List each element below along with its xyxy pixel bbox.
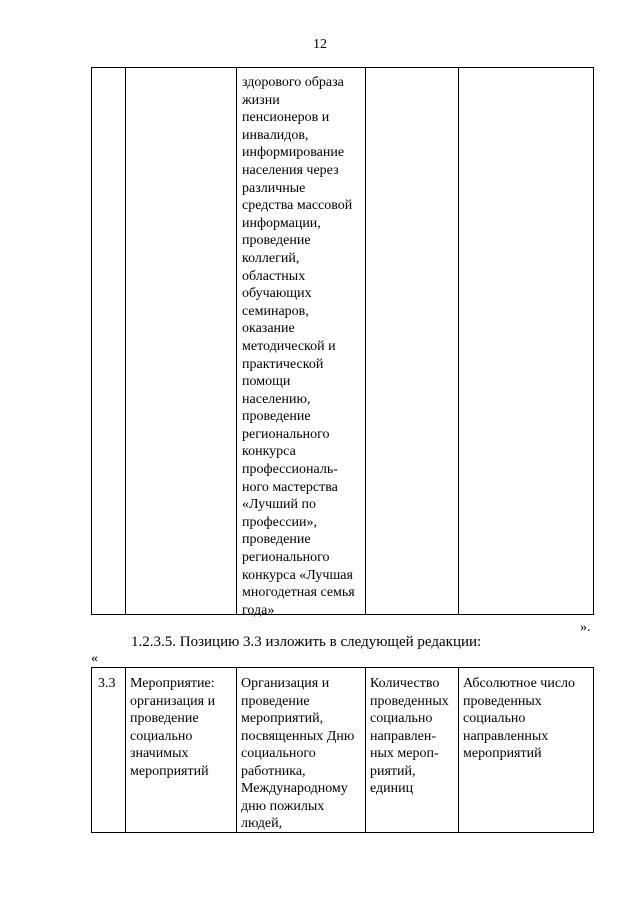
cell-text-line: профессии», — [242, 514, 318, 530]
cell-text-line: проведение — [242, 409, 311, 425]
cell-text-line: мероприятий — [463, 746, 542, 761]
cell-text-line: инвалидов, — [242, 127, 309, 143]
cell-text-line: семинаров, — [242, 303, 309, 319]
cell-text-line: конкурса — [242, 444, 296, 460]
cell-text-line: регионального — [242, 550, 330, 566]
cell-text-line: Международному — [241, 781, 348, 796]
cell-text-line: конкурса «Лучшая — [242, 567, 353, 583]
cell-text-line: мероприятий, — [241, 711, 324, 726]
cell-text-line: областных — [242, 268, 306, 284]
cell-text-line: работника, — [241, 763, 306, 779]
cell-text-line: проведение — [241, 693, 310, 709]
cell-text-line: обучающих — [242, 286, 312, 302]
cell-text-line: ных мероп- — [370, 746, 439, 761]
cell-text-line: проведение — [242, 233, 311, 249]
cell-text-line: людей, — [241, 816, 283, 831]
instruction-paragraph: 1.2.3.5. Позицию 3.3 изложить в следующей редакции: — [131, 634, 482, 650]
position-3-3-table — [91, 667, 594, 833]
cell-text-line: населения через — [242, 162, 339, 178]
cell-text-line: социально — [370, 711, 433, 726]
table-divider — [236, 68, 237, 614]
cell-text-line: профессиональ- — [242, 462, 338, 478]
table-divider — [236, 668, 237, 832]
cell-text-line: года» — [242, 602, 275, 618]
cell-text-line: мероприятий — [130, 763, 209, 779]
cell-text-line: многодетная семья — [242, 585, 355, 601]
cell-text-line: регионального — [242, 426, 330, 442]
cell-text-line: информирование — [242, 145, 345, 161]
cell-text-line: организация и — [130, 693, 216, 709]
cell-text-line: информации, — [242, 215, 321, 231]
cell-text-line: различные — [242, 180, 306, 196]
cell-text-line: оказание — [242, 321, 295, 337]
cell-text-line: проведение — [242, 532, 311, 548]
continued-description-cell — [242, 74, 368, 619]
cell-text-line: дню пожилых — [241, 798, 325, 814]
cell-text-line: методической и — [242, 338, 336, 354]
cell-text-line: социально — [463, 711, 526, 726]
description-cell — [241, 675, 354, 833]
cell-text-line: коллегий, — [242, 250, 300, 266]
table-divider — [125, 668, 126, 832]
cell-text-line: направлен- — [370, 728, 437, 744]
table-divider — [125, 68, 126, 614]
event-cell — [130, 675, 215, 780]
cell-text-line: посвященных Дню — [241, 728, 355, 744]
continued-table — [91, 67, 594, 618]
table-divider — [365, 668, 366, 832]
position-number-cell: 3.3 — [98, 676, 116, 691]
cell-text-line: пенсионеров и — [242, 110, 330, 126]
cell-text-line: ного мастерства — [242, 479, 338, 495]
cell-text-line: единиц — [370, 781, 414, 796]
closing-quote: ». — [580, 620, 591, 635]
cell-text-line: помощи — [242, 374, 291, 390]
indicator-cell — [370, 675, 449, 798]
cell-text-line: проведенных — [463, 693, 542, 709]
cell-text-line: здорового образа — [242, 75, 344, 90]
table-divider — [458, 668, 459, 832]
measure-cell — [463, 675, 575, 763]
cell-text-line: практической — [242, 356, 324, 372]
cell-text-line: риятий, — [370, 763, 416, 779]
table-divider — [458, 68, 459, 614]
opening-quote: « — [91, 651, 98, 666]
cell-text-line: проведенных — [370, 693, 449, 709]
cell-text-line: социально — [130, 728, 193, 744]
page-number: 12 — [313, 37, 327, 52]
cell-text-line: Организация и — [241, 676, 330, 691]
cell-text-line: жизни — [242, 92, 280, 108]
cell-text-line: Абсолютное число — [463, 676, 576, 691]
cell-text-line: значимых — [130, 746, 189, 761]
cell-text-line: Количество — [370, 676, 440, 691]
cell-text-line: социального — [241, 746, 316, 761]
cell-text-line: Мероприятие: — [130, 676, 215, 691]
cell-text-line: направленных — [463, 728, 549, 744]
cell-text-line: «Лучший по — [242, 497, 316, 513]
cell-text-line: населению, — [242, 391, 311, 407]
cell-text-line: проведение — [130, 711, 199, 726]
cell-text-line: средства массовой — [242, 198, 353, 214]
